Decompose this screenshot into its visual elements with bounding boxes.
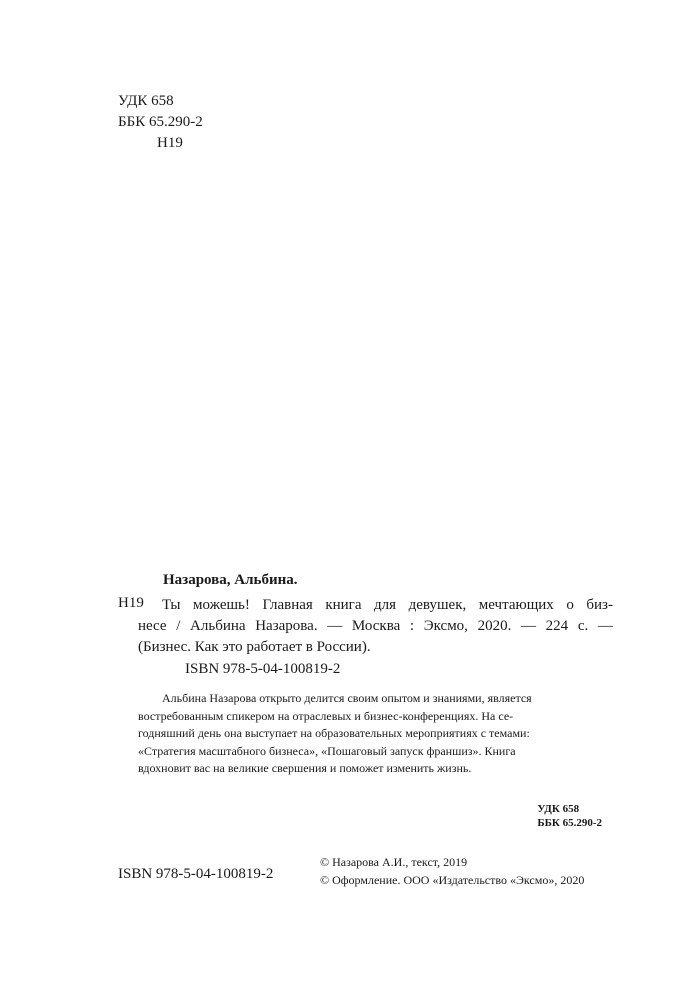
description-line: несе / Альбина Назарова. — Москва : Эксмо, 2020. — 224 с. — bbox=[138, 618, 613, 634]
top-bbk-code: ББК 65.290-2 bbox=[118, 114, 203, 130]
top-author-mark: Н19 bbox=[157, 135, 183, 151]
bottom-bbk-code: ББК 65.290-2 bbox=[537, 817, 602, 829]
catalog-author-mark: Н19 bbox=[118, 595, 144, 611]
isbn-bottom: ISBN 978-5-04-100819-2 bbox=[118, 866, 274, 882]
annotation-line: востребованным спикером на отраслевых и бизнес-конференциях. На се- bbox=[138, 708, 514, 723]
annotation-line: вдохновит вас на великие свершения и поможет изменить жизнь. bbox=[138, 761, 472, 776]
top-udk-code: УДК 658 bbox=[118, 93, 174, 109]
copyright-text-line: © Назарова А.И., текст, 2019 bbox=[320, 855, 468, 869]
catalog-author: Назарова, Альбина. bbox=[163, 572, 298, 588]
copyright-design-line: © Оформление. ООО «Издательство «Эксмо», 2020 bbox=[320, 873, 585, 887]
description-line: (Бизнес. Как это работает в России). bbox=[138, 639, 371, 655]
annotation-line: годняшний день она выступает на образовательных мероприятиях с темами: bbox=[138, 726, 530, 741]
annotation-line: «Стратегия масштабного бизнеса», «Пошаговый запуск франшиз». Книга bbox=[138, 743, 516, 758]
copyright-block bbox=[320, 853, 584, 889]
catalog-isbn: ISBN 978-5-04-100819-2 bbox=[185, 661, 341, 677]
description-line: Ты можешь! Главная книга для девушек, мечтающих о биз- bbox=[162, 597, 613, 613]
annotation-paragraph bbox=[138, 690, 613, 778]
top-classification-codes bbox=[118, 91, 203, 154]
bottom-udk-code: УДК 658 bbox=[537, 803, 580, 815]
catalog-description bbox=[138, 595, 613, 658]
annotation-line: Альбина Назарова открыто делится своим опытом и знаниями, является bbox=[162, 691, 532, 705]
bottom-classification-codes bbox=[537, 802, 602, 830]
